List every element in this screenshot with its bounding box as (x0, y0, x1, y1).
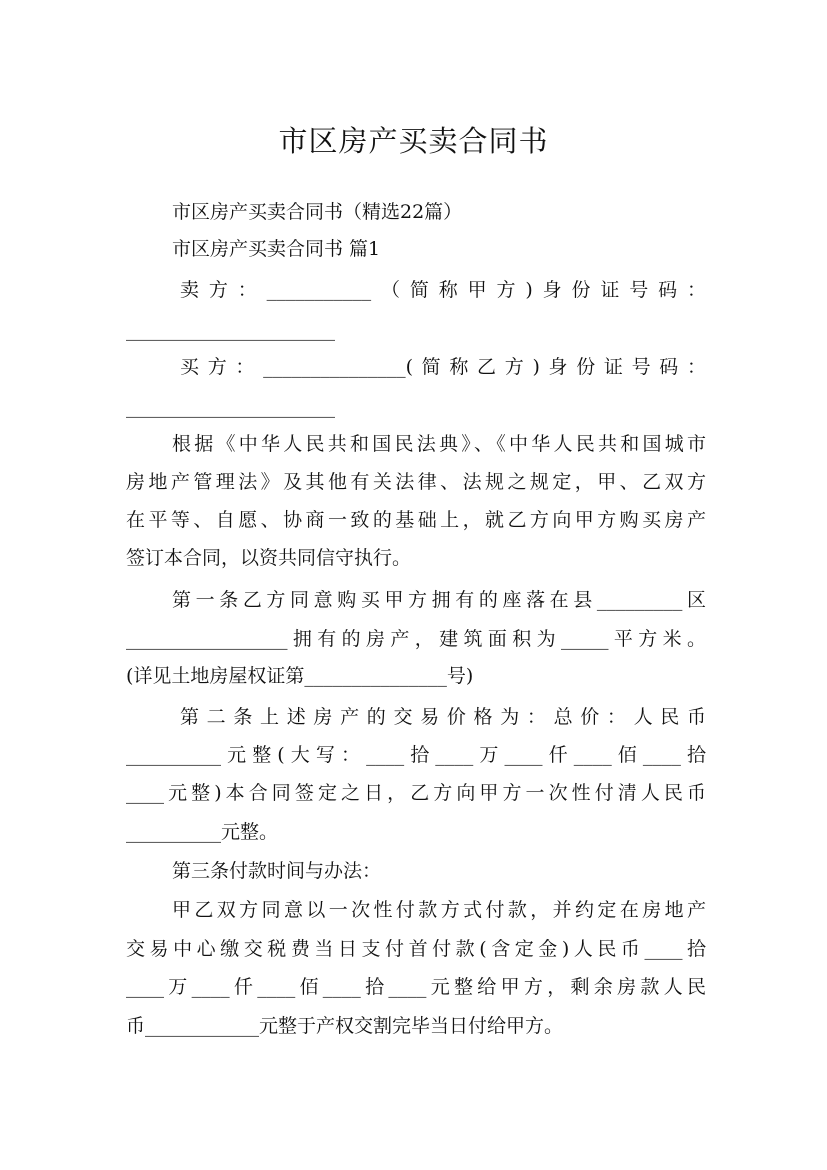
article-1-line: 第一条乙方同意购买甲方拥有的座落在县_________区 (172, 589, 706, 611)
article-2-line: __________元整(大写：____拾____万____仟____佰____拾 (126, 744, 706, 766)
buyer-line: 买方：_______________(简称乙方)身份证号码： (180, 356, 706, 378)
article-2-line: __________元整。 (126, 821, 279, 843)
paragraph-line: 房地产管理法》及其他有关法律、法规之规定，甲、乙双方 (126, 471, 706, 493)
article-3-line: 甲乙双方同意以一次性付款方式付款，并约定在房地产 (172, 899, 706, 921)
paragraph-line: 在平等、自愿、协商一致的基础上，就乙方向甲方购买房产 (126, 509, 706, 531)
seller-id-blank: ______________________ (126, 319, 335, 341)
subtitle-line: 市区房产买卖合同书（精选22篇） (172, 201, 463, 223)
buyer-id-blank: ______________________ (126, 396, 335, 418)
paragraph-line: 签订本合同，以资共同信守执行。 (126, 547, 412, 569)
article-1-line: (详见土地房屋权证第_______________号) (126, 665, 474, 687)
paragraph-line: 根据《中华人民共和国民法典》、《中华人民共和国城市 (172, 433, 706, 455)
article-3-heading: 第三条付款时间与办法： (172, 860, 382, 882)
article-2-line: ____元整)本合同签定之日，乙方向甲方一次性付清人民币 (126, 782, 706, 804)
seller-line: 卖方：___________（简称甲方)身份证号码： (180, 279, 706, 301)
document-title: 市区房产买卖合同书 (278, 124, 549, 159)
article-3-line: ____万____仟____佰____拾____元整给甲方，剩余房款人民 (126, 976, 706, 998)
article-2-line: 第二条上述房产的交易价格为：总价：人民币 (180, 706, 706, 728)
article-3-line: 币____________元整于产权交割完毕当日付给甲方。 (126, 1015, 564, 1037)
section-heading: 市区房产买卖合同书 篇1 (172, 238, 381, 260)
article-1-line: _________________拥有的房产，建筑面积为_____平方米。 (126, 628, 706, 650)
article-3-line: 交易中心缴交税费当日支付首付款(含定金)人民币____拾 (126, 938, 706, 960)
